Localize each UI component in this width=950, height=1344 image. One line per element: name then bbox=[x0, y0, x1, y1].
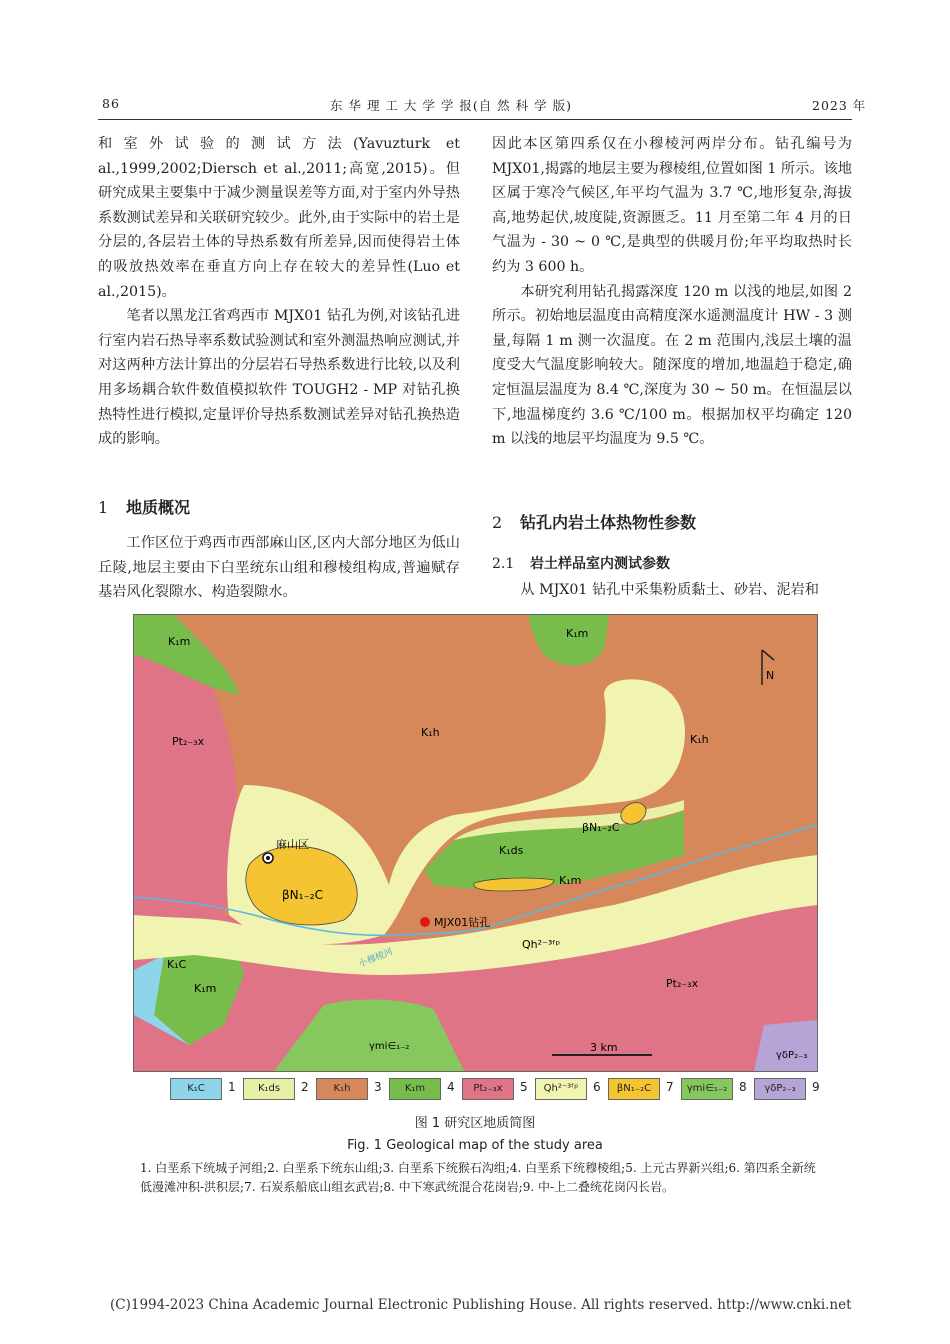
label-pt-right: Pt₂₋₃x bbox=[666, 977, 699, 990]
left-column bbox=[98, 132, 460, 452]
label-beta-big: βN₁₋₂C bbox=[282, 888, 323, 902]
legend-swatch-2: K₁ds bbox=[243, 1078, 295, 1100]
legend-swatch-1: K₁C bbox=[170, 1078, 222, 1100]
legend-number-8: 8 bbox=[739, 1080, 747, 1094]
legend-swatch-6: Qh²⁻³ᶠᵖ bbox=[535, 1078, 587, 1100]
geological-map bbox=[133, 614, 818, 1072]
figure-caption-en: Fig. 1 Geological map of the study area bbox=[347, 1138, 603, 1153]
label-k1m-top-left: K₁m bbox=[168, 635, 191, 648]
legend-number-6: 6 bbox=[593, 1080, 601, 1094]
right-column-lower bbox=[492, 578, 852, 603]
legend-swatch-5: Pt₂₋₃x bbox=[462, 1078, 514, 1100]
label-borehole: MJX01钻孔 bbox=[434, 916, 491, 929]
legend-number-5: 5 bbox=[520, 1080, 528, 1094]
label-north: N bbox=[766, 669, 775, 682]
legend-swatch-9: γδP₂₋₃ bbox=[754, 1078, 806, 1100]
legend-swatch-4: K₁m bbox=[389, 1078, 441, 1100]
left-paragraph-3: 工作区位于鸡西市西部麻山区,区内大部分地区为低山丘陵,地层主要由下白垩统东山组和穆棱组构成,普遍赋存基岩风化裂隙水、构造裂隙水。 bbox=[98, 535, 460, 601]
right-paragraph-3: 从 MJX01 钻孔中采集粉质黏土、砂岩、泥岩和 bbox=[520, 582, 819, 598]
label-beta-small: βN₁₋₂C bbox=[582, 821, 620, 834]
section-2-1-heading: 2.1 岩土样品室内测试参数 bbox=[492, 556, 670, 572]
label-mashan: 麻山区 bbox=[276, 838, 309, 851]
label-qh: Qh²⁻³ᶠᵖ bbox=[522, 938, 561, 951]
section-2-heading: 2 钻孔内岩土体热物性参数 bbox=[492, 513, 697, 532]
journal-title: 东 华 理 工 大 学 学 报(自 然 科 学 版) bbox=[330, 98, 572, 113]
legend-number-4: 4 bbox=[447, 1080, 455, 1094]
legend-swatch-8: γmi∈₁₋₂ bbox=[681, 1078, 733, 1100]
header-rule bbox=[98, 119, 852, 120]
page-number: 86 bbox=[102, 96, 120, 111]
legend-number-9: 9 bbox=[812, 1080, 820, 1094]
label-river: 小穆棱河 bbox=[357, 947, 395, 970]
legend-number-7: 7 bbox=[666, 1080, 674, 1094]
legend-number-2: 2 bbox=[301, 1080, 309, 1094]
label-scale: 3 km bbox=[590, 1041, 618, 1054]
figure-caption-cn: 图 1 研究区地质简图 bbox=[414, 1116, 536, 1131]
right-paragraph-1: 因此本区第四系仅在小穆棱河两岸分布。钻孔编号为 MJX01,揭露的地层主要为穆棱组,位置如图 1 所示。该地区属于寒冷气候区,年平均气温为 3.7 ℃,地形复杂,海拔高,地势起伏,坡度陡,资源匮乏。11 月至第二年 4 月的日气温为 - 30 ~ 0 ℃,是典型的供暖月份;年平均取热时长约为 3 600 h。 bbox=[492, 136, 852, 275]
label-gamma-mi: γmi∈₁₋₂ bbox=[369, 1041, 410, 1052]
label-k1m-bottom-left: K₁m bbox=[194, 982, 217, 995]
label-k1h-right: K₁h bbox=[690, 733, 709, 746]
right-paragraph-2: 本研究利用钻孔揭露深度 120 m 以浅的地层,如图 2 所示。初始地层温度由高精度深水遥测温度计 HW - 3 测量,每隔 1 m 测一次温度。在 2 m 范围内,浅层土壤的温度受大气温度影响较大。随深度的增加,地温趋于稳定,确定恒温层温度为 8.4 ℃,深度为 30 ~ 50 m。在恒温层以下,地温梯度约 3.6 ℃/100 m。根据加权平均确定 120 m 以浅的地层平均温度为 9.5 ℃。 bbox=[492, 283, 852, 448]
map-unit-gamma-dp bbox=[754, 1020, 817, 1071]
label-k1c: K₁C bbox=[167, 958, 187, 971]
figure-note: 1. 白垩系下统城子河组;2. 白垩系下统东山组;3. 白垩系下统猴石沟组;4. 白垩系下统穆棱组;5. 上元古界新兴组;6. 第四系全新统低漫滩冲积-洪积层;7. 石炭系船底山组玄武岩;8. 中下寒武统混合花岗岩;9. 中-上二叠统花岗闪长岩。 bbox=[140, 1161, 816, 1194]
legend-swatch-3: K₁h bbox=[316, 1078, 368, 1100]
left-paragraph-2: 笔者以黑龙江省鸡西市 MJX01 钻孔为例,对该钻孔进行室内岩石热导率系数试验测试和室外测温热响应测试,并对这两种方法计算出的分层岩石导热系数进行比较,以及利用多场耦合软件数值模拟软件 TOUGH2 - MP 对钻孔换热特性进行模拟,定量评价导热系数测试差异对钻孔换热造成的影响。 bbox=[98, 308, 460, 448]
year: 2023 年 bbox=[812, 98, 867, 113]
label-k1ds: K₁ds bbox=[499, 844, 524, 857]
legend-number-3: 3 bbox=[374, 1080, 382, 1094]
right-column bbox=[492, 132, 852, 452]
left-paragraph-1: 和室外试验的测试方法(Yavuzturk et al.,1999,2002;Diersch et al.,2011;高宽,2015)。但研究成果主要集中于减少测量误差等方面,对于室内外导热系数测试差异和关联研究较少。此外,由于实际中的岩土是分层的,各层岩土体的导热系数有所差异,因而使得岩土体的吸放热效率在垂直方向上存在较大的差异性(Luo et al.,2015)。 bbox=[98, 136, 460, 300]
left-column-lower bbox=[98, 531, 460, 605]
section-1-heading: 1 地质概况 bbox=[98, 498, 191, 517]
label-gamma-dp: γδP₂₋₃ bbox=[776, 1050, 808, 1061]
legend-swatch-7: βN₁₋₂C bbox=[608, 1078, 660, 1100]
label-pt-left: Pt₂₋₃x bbox=[172, 735, 205, 748]
legend-number-1: 1 bbox=[228, 1080, 236, 1094]
label-k1m-mid: K₁m bbox=[559, 874, 582, 887]
label-k1m-top: K₁m bbox=[566, 627, 589, 640]
borehole-marker bbox=[420, 917, 430, 927]
label-k1h-center: K₁h bbox=[421, 726, 440, 739]
copyright-footer: (C)1994-2023 China Academic Journal Electronic Publishing House. All rights reserved. http://www.cnki.net bbox=[110, 1297, 852, 1313]
